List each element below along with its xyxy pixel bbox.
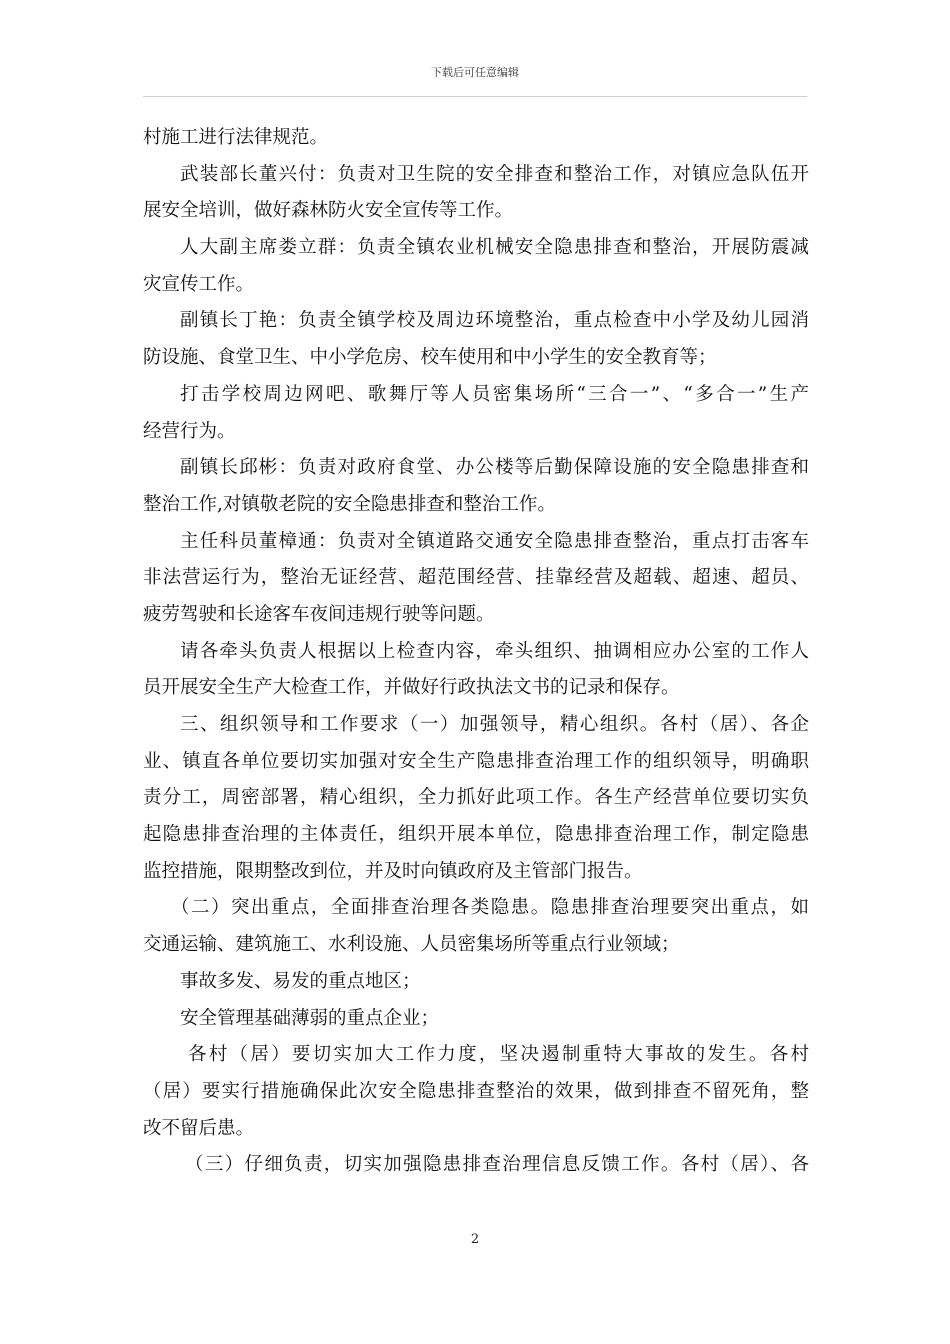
header-divider: [143, 96, 807, 97]
paragraph-line: 主任科员董樟通：负责对全镇道路交通安全隐患排查整治，重点打击客车: [180, 530, 809, 552]
paragraph-line: 打击学校周边网吧、歌舞厅等人员密集场所“三合一”、“多合一”生产: [180, 383, 809, 405]
paragraph-line: 三、组织领导和工作要求（一）加强领导，精心组织。各村（居）、各企: [180, 714, 809, 735]
paragraph-line: 副镇长邱彬：负责对政府食堂、办公楼等后勤保障设施的安全隐患排查和: [180, 457, 809, 479]
paragraph-line: 副镇长丁艳：负责全镇学校及周边环境整治，重点检查中小学及幼儿园消: [180, 310, 809, 332]
paragraph-line: 事故多发、易发的重点地区；: [180, 970, 421, 992]
paragraph-line: 整治工作,对镇敬老院的安全隐患排查和整治工作。: [143, 493, 556, 515]
paragraph-line: 安全管理基础薄弱的重点企业；: [180, 1007, 440, 1029]
document-body: [143, 120, 809, 1184]
paragraph-line: 起隐患排查治理的主体责任，组织开展本单位，隐患排查治理工作，制定隐患: [143, 824, 809, 846]
paragraph-line: 武装部长董兴付：负责对卫生院的安全排查和整治工作，对镇应急队伍开: [180, 163, 809, 185]
paragraph-line: 非法营运行为，整治无证经营、超范围经营、挂靠经营及超载、超速、超员、: [143, 567, 809, 589]
paragraph-line: （居）要实行措施确保此次安全隐患排查整治的效果，做到排查不留死角，整: [143, 1080, 809, 1102]
paragraph-line: 疲劳驾驶和长途客车夜间违规行驶等问题。: [143, 603, 495, 625]
paragraph-line: 责分工，周密部署，精心组织，全力抓好此项工作。各生产经营单位要切实负: [143, 787, 809, 809]
paragraph-line: （三）仔细负责，切实加强隐患排查治理信息反馈工作。各村（居）、各: [185, 1154, 809, 1176]
paragraph-line: 交通运输、建筑施工、水利设施、人员密集场所等重点行业领域；: [143, 934, 680, 956]
paragraph-line: 灾宣传工作。: [143, 273, 255, 295]
page-header: 下载后可任意编辑: [431, 66, 519, 79]
paragraph-line: 员开展安全生产大检查工作，并做好行政执法文书的记录和保存。: [143, 677, 680, 699]
paragraph-line: 请各牵头负责人根据以上检查内容，牵头组织、抽调相应办公室的工作人: [180, 640, 809, 662]
paragraph-line: 村施工进行法律规范。: [143, 127, 329, 148]
paragraph-line: 改不留后患。: [143, 1117, 255, 1139]
paragraph-line: 各村（居）要切实加大工作力度，坚决遏制重特大事故的发生。各村: [188, 1044, 809, 1066]
paragraph-line: 监控措施，限期整改到位，并及时向镇政府及主管部门报告。: [143, 860, 643, 882]
paragraph-line: （二）突出重点，全面排查治理各类隐患。隐患排查治理要突出重点，如: [171, 897, 809, 919]
paragraph-line: 业、镇直各单位要切实加强对安全生产隐患排查治理工作的组织领导，明确职: [143, 750, 809, 772]
paragraph-line: 经营行为。: [143, 420, 236, 442]
paragraph-line: 防设施、食堂卫生、中小学危房、校车使用和中小学生的安全教育等；: [143, 347, 717, 369]
paragraph-line: 展安全培训，做好森林防火安全宣传等工作。: [143, 200, 514, 222]
page-number: 2: [470, 1232, 480, 1247]
paragraph-line: 人大副主席娄立群：负责全镇农业机械安全隐患排查和整治，开展防震减: [180, 237, 809, 259]
